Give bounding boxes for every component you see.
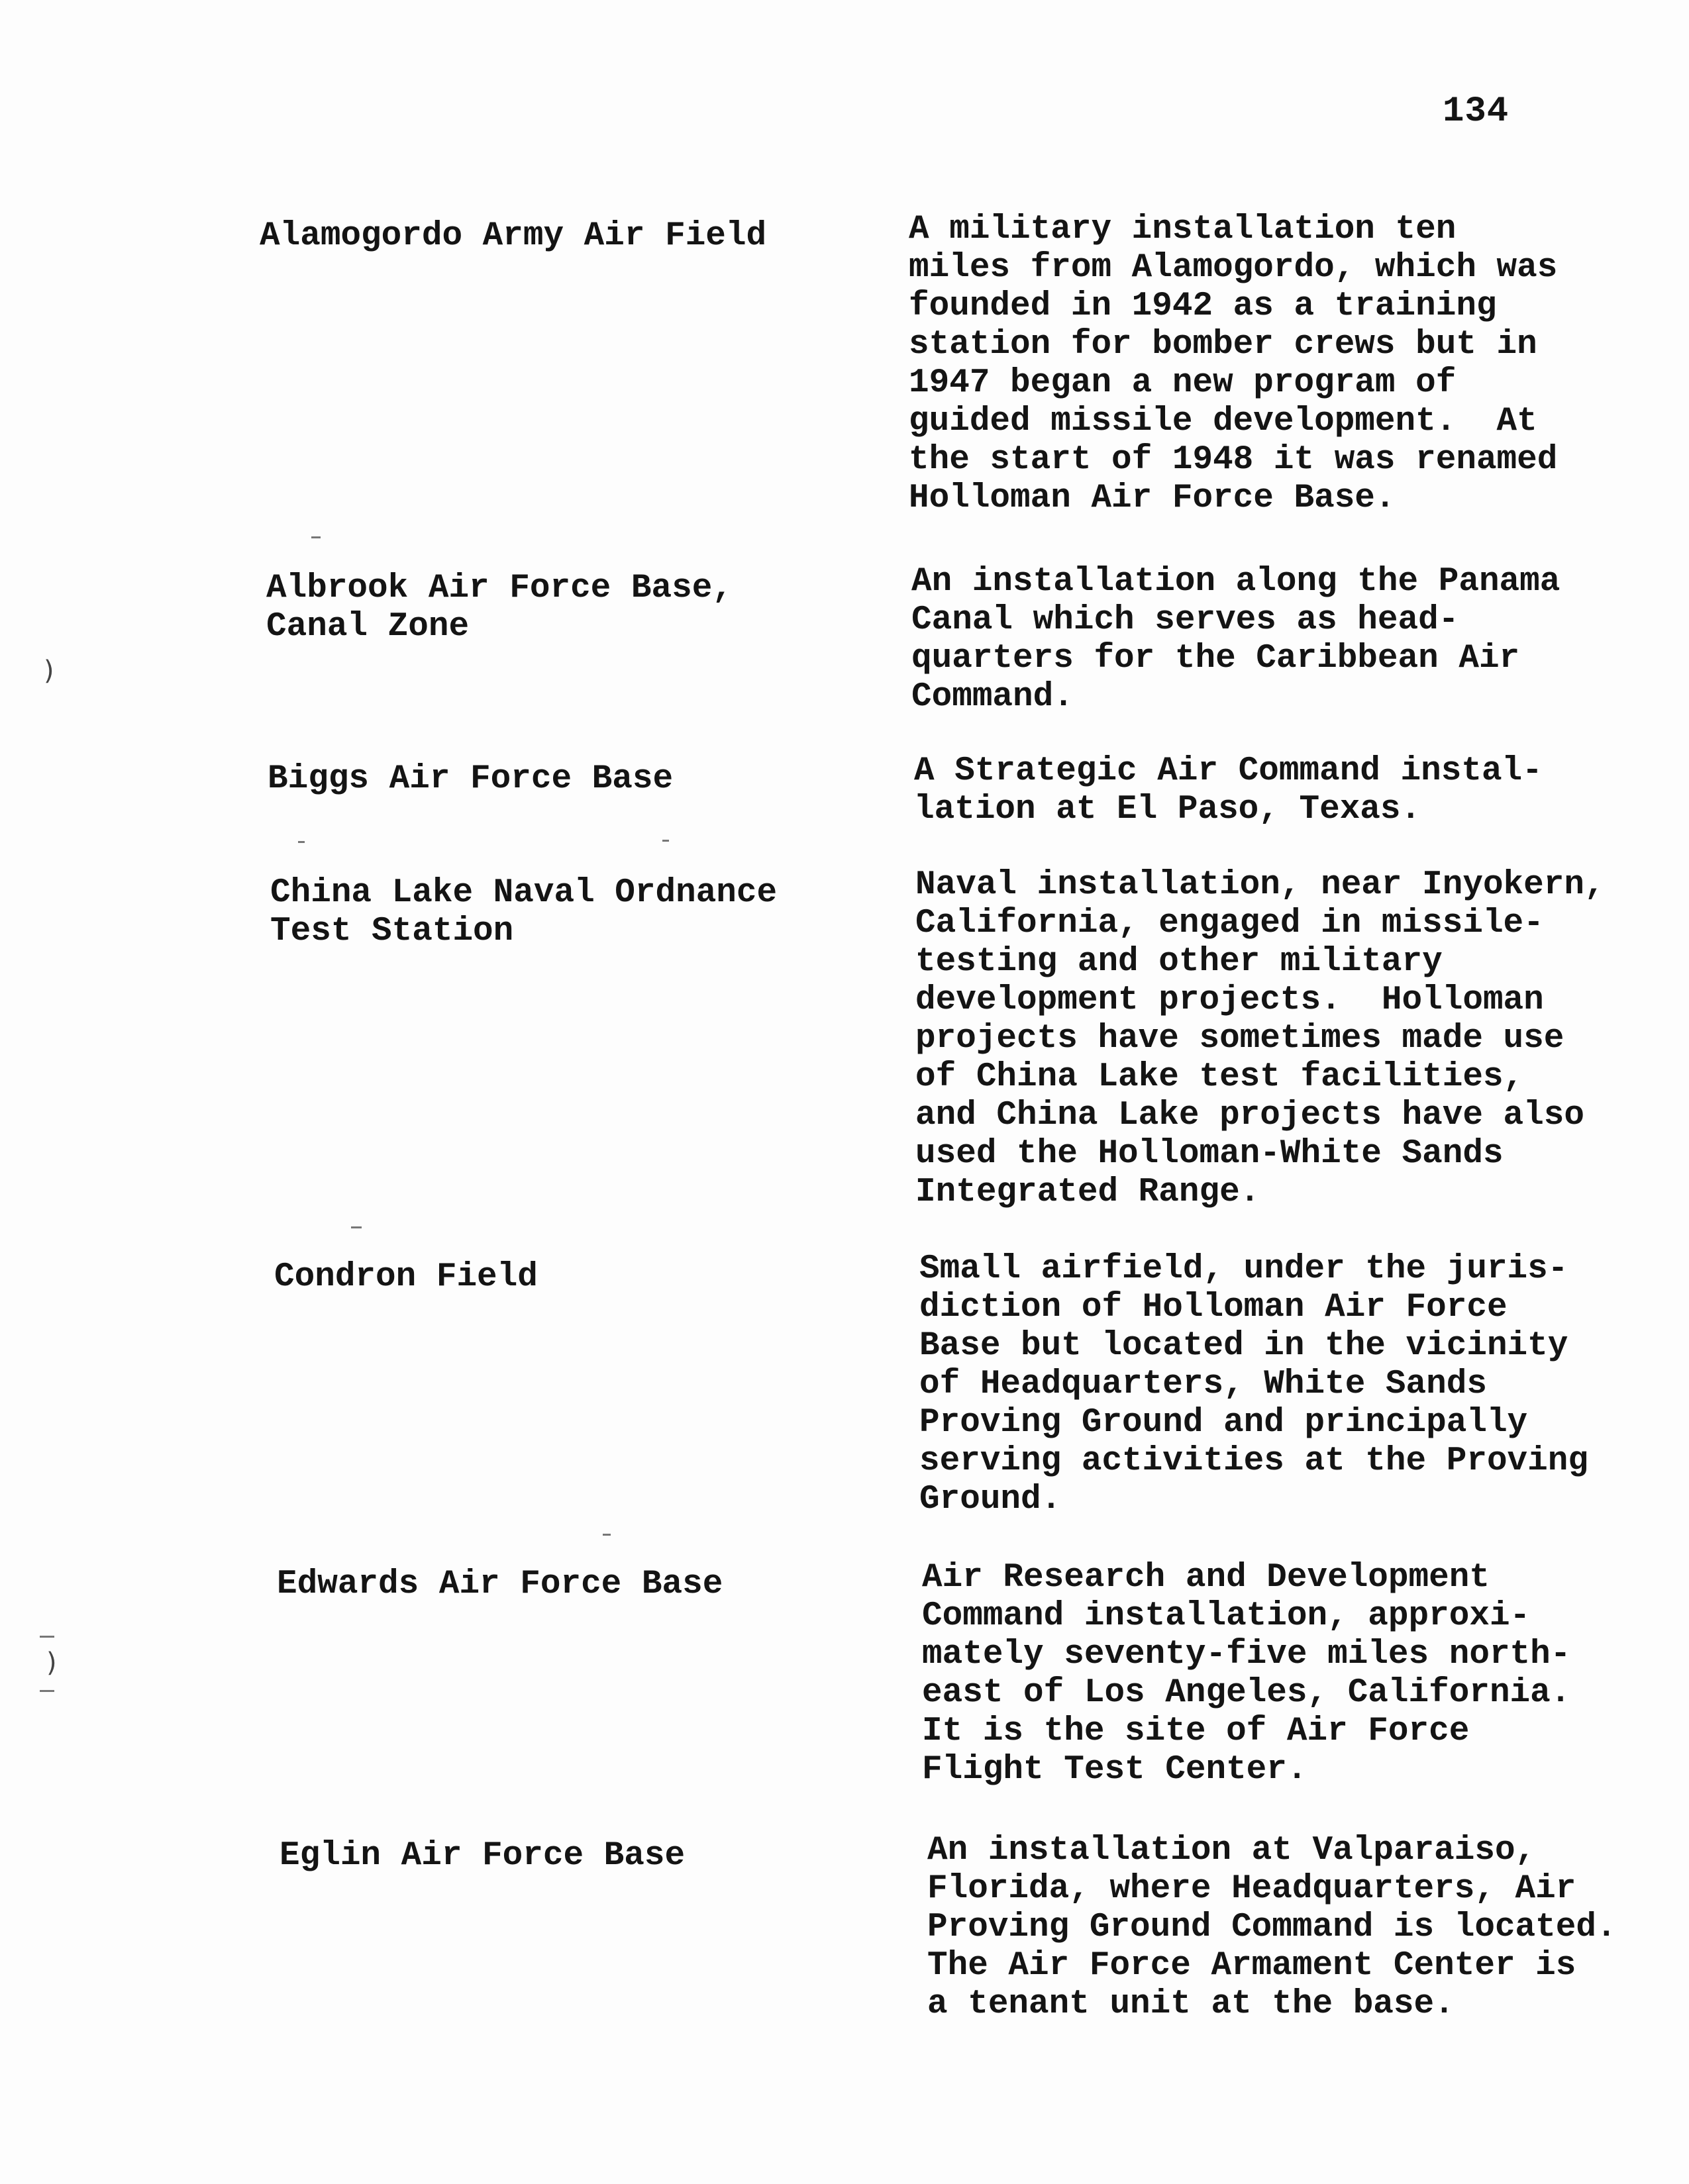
term-line: Condron Field — [274, 1258, 538, 1296]
definition-line: Florida, where Headquarters, Air — [927, 1870, 1576, 1908]
term-line: Test Station — [270, 913, 514, 950]
glossary-term — [277, 1565, 873, 1604]
glossary-definition — [914, 752, 1669, 829]
definition-line: diction of Holloman Air Force — [919, 1289, 1508, 1326]
definition-line: station for bomber crews but in — [909, 326, 1537, 364]
scan-artifact-dash — [662, 840, 669, 842]
definition-line: Integrated Range. — [915, 1173, 1260, 1211]
definition-line: Ground. — [919, 1481, 1062, 1518]
scan-artifact-dash — [603, 1534, 611, 1536]
definition-line: An installation along the Panama — [911, 563, 1561, 601]
definition-line: Naval installation, near Inyokern, — [915, 866, 1605, 904]
scan-artifact-dash — [351, 1226, 362, 1228]
definition-line: east of Los Angeles, California. — [922, 1674, 1571, 1712]
glossary-definition — [915, 866, 1670, 1212]
page-number: 134 — [1443, 91, 1510, 132]
definition-line: It is the site of Air Force — [922, 1712, 1470, 1750]
definition-line: The Air Force Armament Center is — [927, 1947, 1576, 1985]
glossary-term — [268, 760, 864, 799]
definition-line: An installation at Valparaiso, — [927, 1832, 1536, 1869]
definition-line: a tenant unit at the base. — [927, 1985, 1455, 2023]
definition-line: of China Lake test facilities, — [915, 1058, 1524, 1096]
definition-line: lation at El Paso, Texas. — [914, 791, 1421, 828]
definition-line: projects have sometimes made use — [915, 1020, 1564, 1058]
definition-line: Flight Test Center. — [922, 1751, 1307, 1789]
definition-line: guided missile development. At — [909, 403, 1537, 440]
definition-line: used the Holloman-White Sands — [915, 1135, 1504, 1173]
definition-line: Holloman Air Force Base. — [909, 479, 1396, 517]
scan-artifact-dash — [40, 1690, 54, 1692]
definition-line: Canal which serves as head- — [911, 601, 1459, 639]
definition-line: A Strategic Air Command instal- — [914, 752, 1543, 790]
definition-line: founded in 1942 as a training — [909, 287, 1497, 325]
definition-line: Air Research and Development — [922, 1559, 1490, 1597]
definition-line: of Headquarters, White Sands — [919, 1365, 1487, 1403]
scan-artifact-dash — [298, 841, 305, 843]
definition-line: A military installation ten — [909, 211, 1457, 248]
definition-line: 1947 began a new program of — [909, 364, 1457, 402]
definition-line: Base but located in the vicinity — [919, 1327, 1568, 1365]
definition-line: miles from Alamogordo, which was — [909, 249, 1558, 287]
term-line: Canal Zone — [266, 608, 470, 646]
definition-line: development projects. Holloman — [915, 981, 1544, 1019]
definition-line: testing and other military — [915, 943, 1443, 981]
scan-artifact-mark: ) — [44, 656, 54, 686]
glossary-definition — [911, 563, 1666, 717]
term-line: Biggs Air Force Base — [268, 760, 674, 798]
definition-line: Small airfield, under the juris- — [919, 1250, 1568, 1288]
scan-artifact-mark: ) — [46, 1648, 57, 1678]
glossary-definition — [919, 1250, 1674, 1519]
term-line: China Lake Naval Ordnance — [270, 874, 778, 912]
glossary-term — [266, 570, 862, 646]
term-line: Edwards Air Force Base — [277, 1565, 723, 1603]
glossary-definition — [927, 1832, 1682, 2024]
glossary-definition — [922, 1559, 1677, 1789]
glossary-term — [280, 1837, 876, 1875]
scan-artifact-dash — [311, 536, 321, 538]
definition-line: quarters for the Caribbean Air — [911, 640, 1520, 677]
definition-line: Proving Ground and principally — [919, 1404, 1528, 1442]
glossary-term — [260, 217, 856, 256]
definition-line: Command. — [911, 678, 1074, 716]
definition-line: mately seventy-five miles north- — [922, 1636, 1571, 1673]
definition-line: and China Lake projects have also — [915, 1097, 1584, 1134]
term-line: Eglin Air Force Base — [280, 1837, 686, 1875]
glossary-term — [274, 1258, 870, 1297]
term-line: Alamogordo Army Air Field — [260, 217, 767, 255]
definition-line: serving activities at the Proving — [919, 1442, 1588, 1480]
definition-line: California, engaged in missile- — [915, 905, 1544, 942]
glossary-term — [270, 874, 866, 951]
scan-artifact-dash — [40, 1636, 54, 1638]
definition-line: Proving Ground Command is located. — [927, 1909, 1617, 1946]
definition-line: the start of 1948 it was renamed — [909, 441, 1558, 479]
definition-line: Command installation, approxi- — [922, 1597, 1531, 1635]
glossary-definition — [909, 211, 1664, 518]
term-line: Albrook Air Force Base, — [266, 570, 733, 607]
